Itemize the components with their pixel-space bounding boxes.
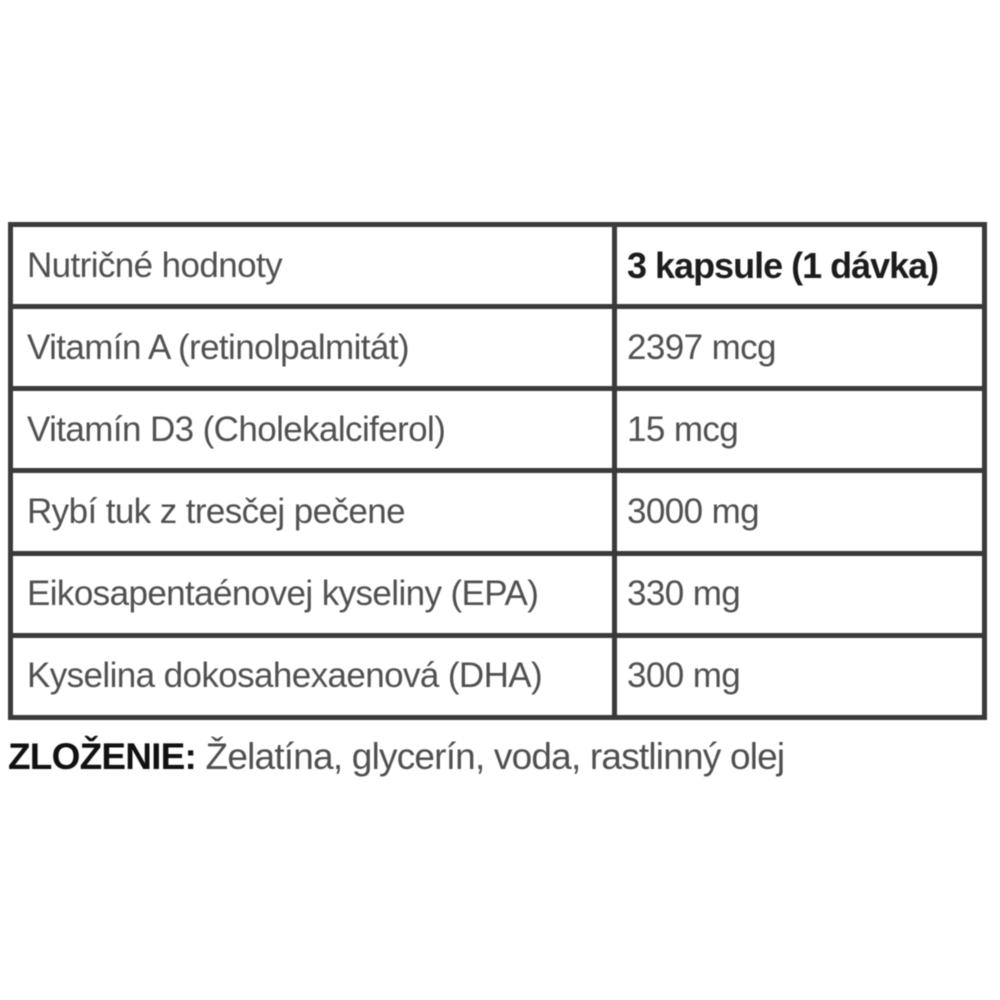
table-row (11, 307, 985, 389)
table-row (11, 471, 985, 553)
header-nutrients-label: Nutričné hodnoty (11, 225, 615, 307)
header-serving-label: 3 kapsule (1 dávka) (615, 225, 985, 307)
nutrient-name: Kyselina dokosahexaenová (DHA) (11, 635, 615, 717)
nutrient-name: Eikosapentaénovej kyseliny (EPA) (11, 553, 615, 635)
nutrient-amount: 2397 mcg (615, 307, 985, 389)
nutrient-amount: 3000 mg (615, 471, 985, 553)
composition-heading: ZLOŽENIE: (8, 736, 197, 777)
nutrient-name: Vitamín A (retinolpalmitát) (11, 307, 615, 389)
nutrient-amount: 330 mg (615, 553, 985, 635)
nutrient-name: Vitamín D3 (Cholekalciferol) (11, 389, 615, 471)
nutrient-name: Rybí tuk z tresčej pečene (11, 471, 615, 553)
nutrient-amount: 15 mcg (615, 389, 985, 471)
nutrition-table (8, 222, 987, 720)
table-row (11, 389, 985, 471)
composition-ingredients: Želatína, glycerín, voda, rastlinný olej (196, 736, 785, 777)
composition-line (8, 736, 988, 778)
table-row (11, 635, 985, 717)
nutrient-amount: 300 mg (615, 635, 985, 717)
table-row (11, 553, 985, 635)
table-header-row (11, 225, 985, 307)
